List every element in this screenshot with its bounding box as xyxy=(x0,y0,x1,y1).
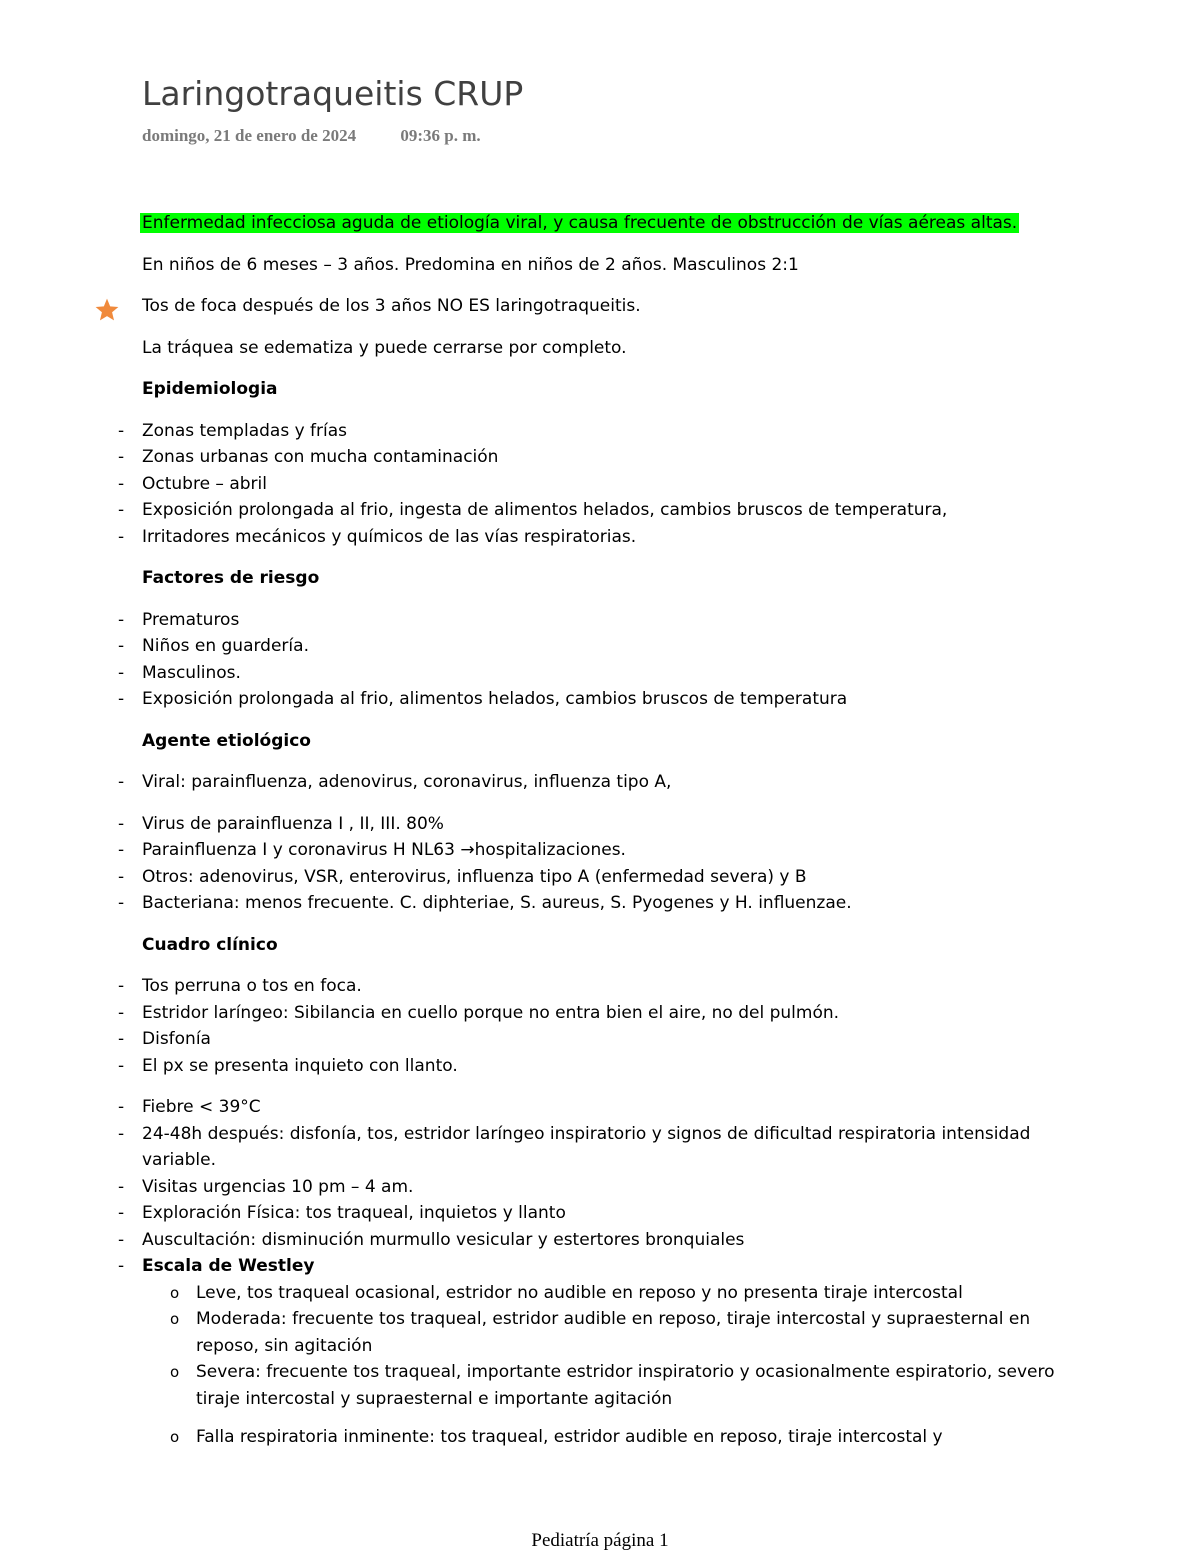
list-item: - Auscultación: disminución murmullo vesicular y estertores bronquiales xyxy=(142,1227,1072,1254)
list-item: - Bacteriana: menos frecuente. C. diphteriae, S. aureus, S. Pyogenes y H. influenzae. xyxy=(142,890,1072,917)
westley-item: o Leve, tos traqueal ocasional, estridor no audible en reposo y no presenta tiraje intercostal xyxy=(196,1280,1072,1307)
cuadro-list-b xyxy=(142,1094,1072,1451)
list-item: - Prematuros xyxy=(142,607,1072,634)
westley-list xyxy=(142,1280,1072,1451)
list-item: - Parainfluenza I y coronavirus H NL63 →hospitalizaciones. xyxy=(142,837,1072,864)
page-timestamp xyxy=(142,126,481,146)
westley-heading: Escala de Westley xyxy=(142,1256,315,1276)
intro-highlighted-paragraph xyxy=(142,210,1072,237)
list-item: - Exploración Física: tos traqueal, inquietos y llanto xyxy=(142,1200,1072,1227)
page-date: domingo, 21 de enero de 2024 xyxy=(142,126,357,145)
factores-list xyxy=(142,607,1072,713)
list-item: - Visitas urgencias 10 pm – 4 am. xyxy=(142,1174,1072,1201)
age-paragraph: En niños de 6 meses – 3 años. Predomina en niños de 2 años. Masculinos 2:1 xyxy=(142,254,799,275)
agente-list-a xyxy=(142,769,1072,796)
westley-item: o Moderada: frecuente tos traqueal, estridor audible en reposo, tiraje intercostal y supraesternal en reposo, sin agitación xyxy=(196,1306,1072,1359)
list-item: - Estridor laríngeo: Sibilancia en cuello porque no entra bien el aire, no del pulmón. xyxy=(142,1000,1072,1027)
section-heading-agente: Agente etiológico xyxy=(142,730,311,751)
epidemiologia-list xyxy=(142,418,1072,551)
cuadro-list-a xyxy=(142,973,1072,1079)
list-item: - Exposición prolongada al frio, ingesta de alimentos helados, cambios bruscos de temperatura, xyxy=(142,497,1072,524)
list-item-westley xyxy=(142,1253,1072,1451)
list-item: - Zonas urbanas con mucha contaminación xyxy=(142,444,1072,471)
agente-list-b xyxy=(142,811,1072,917)
list-item: - Exposición prolongada al frio, alimentos helados, cambios bruscos de temperatura xyxy=(142,686,1072,713)
westley-item: o Falla respiratoria inminente: tos traqueal, estridor audible en reposo, tiraje intercostal y xyxy=(196,1424,1072,1451)
section-heading-cuadro: Cuadro clínico xyxy=(142,934,278,955)
star-icon xyxy=(94,297,120,323)
page-title: Laringotraqueitis CRUP xyxy=(142,74,524,113)
list-item: - Irritadores mecánicos y químicos de las vías respiratorias. xyxy=(142,524,1072,551)
list-item: - Niños en guardería. xyxy=(142,633,1072,660)
trachea-paragraph: La tráquea se edematiza y puede cerrarse por completo. xyxy=(142,337,627,358)
page-time: 09:36 p. m. xyxy=(400,126,481,145)
list-item: - Zonas templadas y frías xyxy=(142,418,1072,445)
list-item: - Masculinos. xyxy=(142,660,1072,687)
note-body xyxy=(142,210,1072,1466)
star-shape xyxy=(96,299,119,321)
list-item: - Otros: adenovirus, VSR, enterovirus, influenza tipo A (enfermedad severa) y B xyxy=(142,864,1072,891)
page-footer: Pediatría página 1 xyxy=(531,1530,669,1551)
list-item: - El px se presenta inquieto con llanto. xyxy=(142,1053,1072,1080)
section-heading-factores: Factores de riesgo xyxy=(142,568,320,588)
starred-paragraph: Tos de foca después de los 3 años NO ES laringotraqueitis. xyxy=(142,296,641,316)
highlighted-text: Enfermedad infecciosa aguda de etiología viral, y causa frecuente de obstrucción de vías aéreas altas. xyxy=(142,213,1018,233)
list-item: - 24-48h después: disfonía, tos, estridor laríngeo inspiratorio y signos de dificultad respiratoria intensidad variable. xyxy=(142,1121,1072,1174)
list-item: - Viral: parainfluenza, adenovirus, coronavirus, influenza tipo A, xyxy=(142,769,1072,796)
list-item: - Virus de parainfluenza I , II, III. 80% xyxy=(142,811,1072,838)
list-item: - Fiebre < 39°C xyxy=(142,1094,1072,1121)
list-item: - Disfonía xyxy=(142,1026,1072,1053)
list-item: - Tos perruna o tos en foca. xyxy=(142,973,1072,1000)
section-heading-epidemiologia: Epidemiologia xyxy=(142,379,278,399)
westley-item: o Severa: frecuente tos traqueal, importante estridor inspiratorio y ocasionalmente espiratorio, severo tiraje intercostal y supraesternal e importante agitación xyxy=(196,1359,1072,1412)
list-item: - Octubre – abril xyxy=(142,471,1072,498)
